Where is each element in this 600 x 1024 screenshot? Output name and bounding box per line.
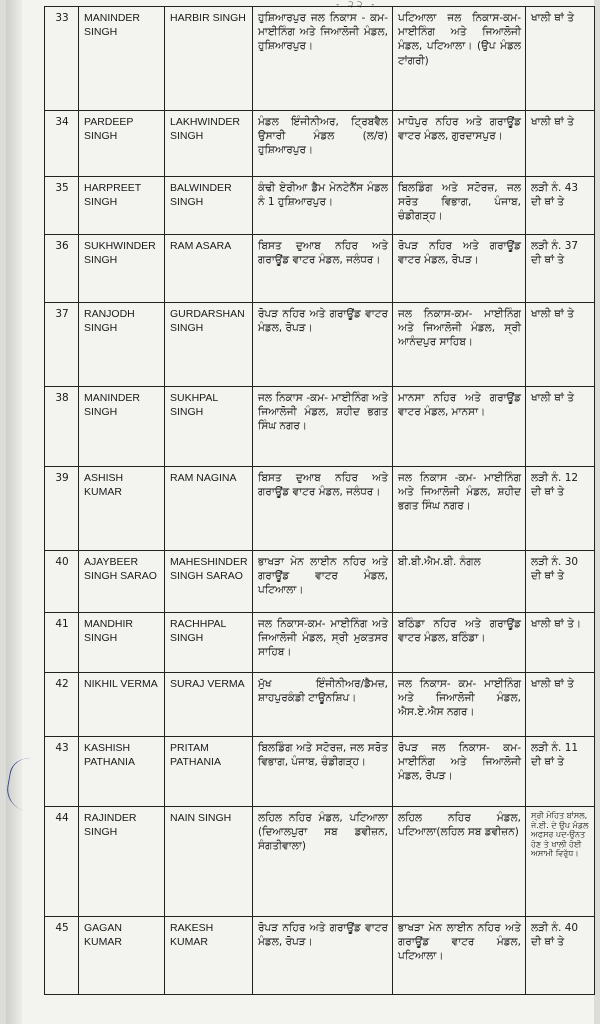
remarks-cell: ਲੜੀ ਨੰ. 12 ਦੀ ਥਾਂ ਤੇ <box>526 467 595 551</box>
posting-to-cell: ਲਹਿਲ ਨਹਿਰ ਮੰਡਲ, ਪਟਿਆਲਾ(ਲਹਿਲ ਸਬ ਡਵੀਜ਼ਨ) <box>393 807 526 917</box>
father-name-cell: HARBIR SINGH <box>165 7 253 111</box>
employee-name-cell: MANDHIR SINGH <box>79 613 165 673</box>
remarks-cell: ਸ੍ਰੀ ਮੋਹਿਤ ਬਾਂਸਲ, ਜੇ.ਈ. ਦੇ ਉਪ ਮੰਡਲ ਅਫਸਰ ਪਦ-ਉਨਤ ਹੋਣ ਤੇ ਖਾਲੀ ਹੋਈ ਅਸਾਮੀ ਵਿਰੁੱਧ। <box>526 807 595 917</box>
serial-number-cell: 38 <box>45 387 79 467</box>
table-row <box>45 807 595 917</box>
serial-number-cell: 35 <box>45 177 79 235</box>
table-row <box>45 551 595 613</box>
remarks-cell: ਖਾਲੀ ਥਾਂ ਤੇ <box>526 673 595 737</box>
posting-from-cell: ਜਲ ਨਿਕਾਸ-ਕਮ- ਮਾਈਨਿੰਗ ਅਤੇ ਜਿਆਲੋਜੀ ਮੰਡਲ, ਸ੍ਰੀ ਮੁਕਤਸਰ ਸਾਹਿਬ। <box>253 613 393 673</box>
employee-name-cell: GAGAN KUMAR <box>79 917 165 995</box>
posting-to-cell: ਬੀ.ਬੀ.ਐਮ.ਬੀ. ਨੰਗਲ <box>393 551 526 613</box>
posting-to-cell: ਰੋਪੜ ਨਹਿਰ ਅਤੇ ਗਰਾਊਂਡ ਵਾਟਰ ਮੰਡਲ, ਰੋਪੜ। <box>393 235 526 303</box>
posting-to-cell: ਰੋਪੜ ਜਲ ਨਿਕਾਸ- ਕਮ- ਮਾਈਨਿੰਗ ਅਤੇ ਜਿਆਲੋਜੀ ਮੰਡਲ, ਰੋਪੜ। <box>393 737 526 807</box>
father-name-cell: SURAJ VERMA <box>165 673 253 737</box>
posting-from-cell: ਬਿਲਡਿੰਗ ਅਤੇ ਸਟੋਰਜ਼, ਜਲ ਸਰੋਤ ਵਿਭਾਗ, ਪੰਜਾਬ, ਚੰਡੀਗੜ੍ਹ। <box>253 737 393 807</box>
document-page <box>6 0 594 1024</box>
remarks-cell: ਲੜੀ ਨੰ. 37 ਦੀ ਥਾਂ ਤੇ <box>526 235 595 303</box>
table-row <box>45 387 595 467</box>
father-name-cell: RAM ASARA <box>165 235 253 303</box>
remarks-cell: ਖਾਲੀ ਥਾਂ ਤੇ <box>526 7 595 111</box>
posting-from-cell: ਭਾਖੜਾ ਮੇਨ ਲਾਈਨ ਨਹਿਰ ਅਤੇ ਗਰਾਊਂਡ ਵਾਟਰ ਮੰਡਲ, ਪਟਿਆਲਾ। <box>253 551 393 613</box>
remarks-cell: ਲੜੀ ਨੰ. 11 ਦੀ ਥਾਂ ਤੇ <box>526 737 595 807</box>
serial-number-cell: 43 <box>45 737 79 807</box>
table-row <box>45 177 595 235</box>
posting-to-cell: ਬਠਿੰਡਾ ਨਹਿਰ ਅਤੇ ਗਰਾਊਂਡ ਵਾਟਰ ਮੰਡਲ, ਬਠਿੰਡਾ। <box>393 613 526 673</box>
posting-from-cell: ਮੁੱਖ ਇੰਜੀਨੀਅਰ/ਡੈਮਜ਼, ਸ਼ਾਹਪੁਰਕੰਡੀ ਟਾਊਨਸ਼ਿਪ। <box>253 673 393 737</box>
posting-to-cell: ਜਲ ਨਿਕਾਸ -ਕਮ- ਮਾਈਨਿੰਗ ਅਤੇ ਜਿਆਲੋਜੀ ਮੰਡਲ, ਸ਼ਹੀਦ ਭਗਤ ਸਿੰਘ ਨਗਰ। <box>393 467 526 551</box>
employee-name-cell: RAJINDER SINGH <box>79 807 165 917</box>
table-row <box>45 7 595 111</box>
remarks-cell: ਖਾਲੀ ਥਾਂ ਤੇ <box>526 303 595 387</box>
table-row <box>45 467 595 551</box>
posting-to-cell: ਜਲ ਨਿਕਾਸ-ਕਮ- ਮਾਈਨਿੰਗ ਅਤੇ ਜਿਆਲੋਜੀ ਮੰਡਲ, ਸ੍ਰੀ ਆਨੰਦਪੁਰ ਸਾਹਿਬ। <box>393 303 526 387</box>
father-name-cell: NAIN SINGH <box>165 807 253 917</box>
serial-number-cell: 34 <box>45 111 79 177</box>
posting-from-cell: ਜਲ ਨਿਕਾਸ -ਕਮ- ਮਾਈਨਿੰਗ ਅਤੇ ਜਿਆਲੋਜੀ ਮੰਡਲ, ਸ਼ਹੀਦ ਭਗਤ ਸਿੰਘ ਨਗਰ। <box>253 387 393 467</box>
table-row <box>45 235 595 303</box>
employee-name-cell: AJAYBEER SINGH SARAO <box>79 551 165 613</box>
father-name-cell: SUKHPAL SINGH <box>165 387 253 467</box>
remarks-cell: ਲੜੀ ਨੰ. 43 ਦੀ ਥਾਂ ਤੇ <box>526 177 595 235</box>
posting-from-cell: ਕੰਢੀ ਏਰੀਆ ਡੈਮ ਮੇਨਟੇਨੈਂਸ ਮੰਡਲ ਨੰ 1 ਹੁਸ਼ਿਆਰਪੁਰ। <box>253 177 393 235</box>
posting-from-cell: ਬਿਸਤ ਦੁਆਬ ਨਹਿਰ ਅਤੇ ਗਰਾਊਂਡ ਵਾਟਰ ਮੰਡਲ, ਜਲੰਧਰ। <box>253 235 393 303</box>
posting-to-cell: ਭਾਖੜਾ ਮੇਨ ਲਾਈਨ ਨਹਿਰ ਅਤੇ ਗਰਾਊਂਡ ਵਾਟਰ ਮੰਡਲ, ਪਟਿਆਲਾ। <box>393 917 526 995</box>
employee-name-cell: ASHISH KUMAR <box>79 467 165 551</box>
serial-number-cell: 33 <box>45 7 79 111</box>
father-name-cell: RAKESH KUMAR <box>165 917 253 995</box>
remarks-cell: ਲੜੀ ਨੰ. 40 ਦੀ ਥਾਂ ਤੇ <box>526 917 595 995</box>
remarks-cell: ਖਾਲੀ ਥਾਂ ਤੇ <box>526 111 595 177</box>
posting-to-cell: ਪਟਿਆਲਾ ਜਲ ਨਿਕਾਸ-ਕਮ-ਮਾਈਨਿੰਗ ਅਤੇ ਜਿਆਲੋਜੀ ਮੰਡਲ, ਪਟਿਆਲਾ। (ਉਪ ਮੰਡਲ ਟਾਂਗਰੀ) <box>393 7 526 111</box>
father-name-cell: MAHESHINDER SINGH SARAO <box>165 551 253 613</box>
posting-to-cell: ਮਾਧੋਪੁਰ ਨਹਿਰ ਅਤੇ ਗਰਾਊਂਡ ਵਾਟਰ ਮੰਡਲ, ਗੁਰਦਾਸਪੁਰ। <box>393 111 526 177</box>
serial-number-cell: 40 <box>45 551 79 613</box>
transfer-table <box>44 6 595 995</box>
employee-name-cell: MANINDER SINGH <box>79 387 165 467</box>
page-number: - ੨੨ - <box>336 0 378 10</box>
posting-from-cell: ਰੋਪੜ ਨਹਿਰ ਅਤੇ ਗਰਾਊਂਡ ਵਾਟਰ ਮੰਡਲ, ਰੋਪੜ। <box>253 303 393 387</box>
table-row <box>45 737 595 807</box>
serial-number-cell: 41 <box>45 613 79 673</box>
father-name-cell: PRITAM PATHANIA <box>165 737 253 807</box>
posting-from-cell: ਰੋਪੜ ਨਹਿਰ ਅਤੇ ਗਰਾਊਂਡ ਵਾਟਰ ਮੰਡਲ, ਰੋਪੜ। <box>253 917 393 995</box>
father-name-cell: GURDARSHAN SINGH <box>165 303 253 387</box>
father-name-cell: LAKHWINDER SINGH <box>165 111 253 177</box>
serial-number-cell: 42 <box>45 673 79 737</box>
posting-to-cell: ਜਲ ਨਿਕਾਸ- ਕਮ- ਮਾਈਨਿੰਗ ਅਤੇ ਜਿਆਲੋਜੀ ਮੰਡਲ, ਐਸ.ਏ.ਐਸ ਨਗਰ। <box>393 673 526 737</box>
father-name-cell: RACHHPAL SINGH <box>165 613 253 673</box>
posting-to-cell: ਬਿਲਡਿੰਗ ਅਤੇ ਸਟੋਰਜ਼, ਜਲ ਸਰੋਤ ਵਿਭਾਗ, ਪੰਜਾਬ, ਚੰਡੀਗੜ੍ਹ। <box>393 177 526 235</box>
employee-name-cell: KASHISH PATHANIA <box>79 737 165 807</box>
posting-from-cell: ਲਹਿਲ ਨਹਿਰ ਮੰਡਲ, ਪਟਿਆਲਾ (ਦਿਆਲਪੁਰਾ ਸਬ ਡਵੀਜ਼ਨ, ਸੰਗਤੀਵਾਲਾ) <box>253 807 393 917</box>
employee-name-cell: PARDEEP SINGH <box>79 111 165 177</box>
table-row <box>45 673 595 737</box>
employee-name-cell: NIKHIL VERMA <box>79 673 165 737</box>
employee-name-cell: HARPREET SINGH <box>79 177 165 235</box>
serial-number-cell: 45 <box>45 917 79 995</box>
employee-name-cell: SUKHWINDER SINGH <box>79 235 165 303</box>
table-row <box>45 111 595 177</box>
remarks-cell: ਖਾਲੀ ਥਾਂ ਤੇ। <box>526 613 595 673</box>
posting-from-cell: ਹੁਸ਼ਿਆਰਪੁਰ ਜਲ ਨਿਕਾਸ - ਕਮ- ਮਾਈਨਿੰਗ ਅਤੇ ਜਿਆਲੋਜੀ ਮੰਡਲ, ਹੁਸ਼ਿਆਰਪੁਰ। <box>253 7 393 111</box>
serial-number-cell: 37 <box>45 303 79 387</box>
posting-from-cell: ਮੰਡਲ ਇੰਜੀਨੀਅਰ, ਟ੍ਰਿਬਵੈਲ ਉਸਾਰੀ ਮੰਡਲ (ਲ/ਰ) ਹੁਸ਼ਿਆਰਪੁਰ। <box>253 111 393 177</box>
serial-number-cell: 44 <box>45 807 79 917</box>
remarks-cell: ਲੜੀ ਨੰ. 30 ਦੀ ਥਾਂ ਤੇ <box>526 551 595 613</box>
page-fold-shadow <box>6 0 22 1024</box>
posting-from-cell: ਬਿਸਤ ਦੁਆਬ ਨਹਿਰ ਅਤੇ ਗਰਾਊਂਡ ਵਾਟਰ ਮੰਡਲ, ਜਲੰਧਰ। <box>253 467 393 551</box>
posting-to-cell: ਮਾਨਸਾ ਨਹਿਰ ਅਤੇ ਗਰਾਊਂਡ ਵਾਟਰ ਮੰਡਲ, ਮਾਨਸਾ। <box>393 387 526 467</box>
table-row <box>45 917 595 995</box>
table-row <box>45 303 595 387</box>
employee-name-cell: RANJODH SINGH <box>79 303 165 387</box>
serial-number-cell: 39 <box>45 467 79 551</box>
employee-name-cell: MANINDER SINGH <box>79 7 165 111</box>
father-name-cell: RAM NAGINA <box>165 467 253 551</box>
serial-number-cell: 36 <box>45 235 79 303</box>
table-row <box>45 613 595 673</box>
remarks-cell: ਖਾਲੀ ਥਾਂ ਤੇ <box>526 387 595 467</box>
father-name-cell: BALWINDER SINGH <box>165 177 253 235</box>
